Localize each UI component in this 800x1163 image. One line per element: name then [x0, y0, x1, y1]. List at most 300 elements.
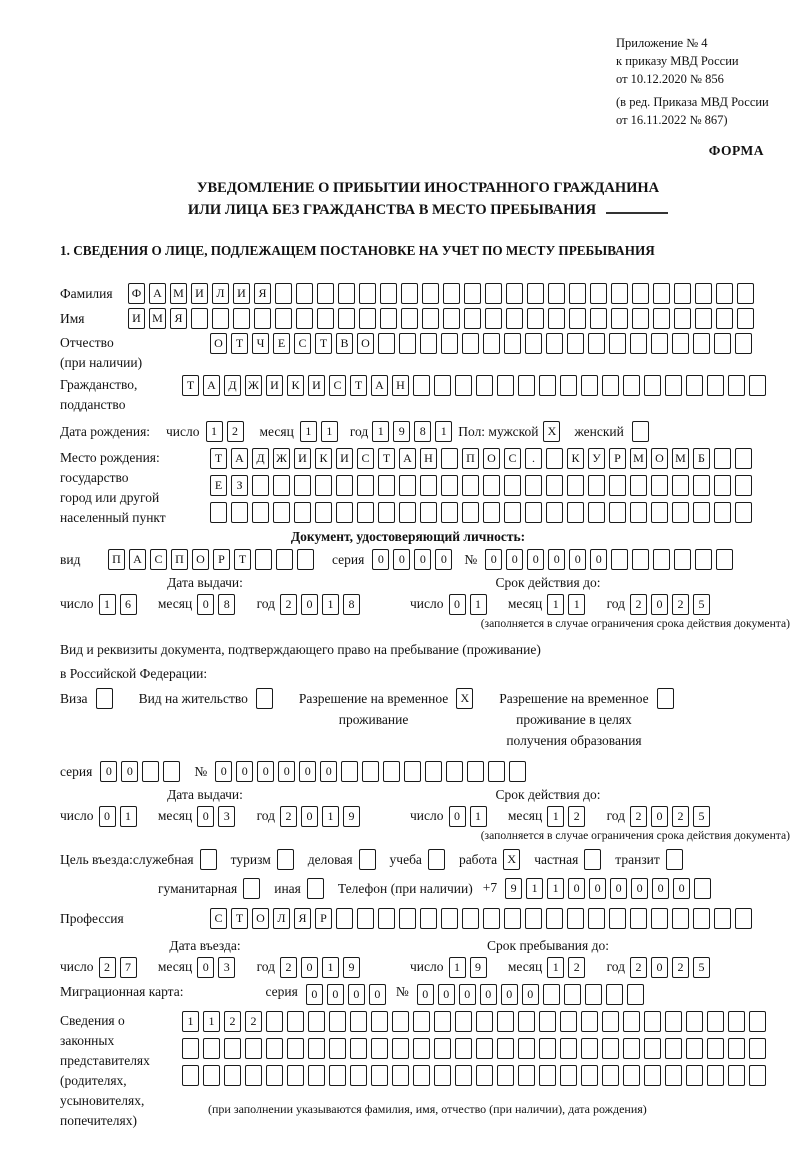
profession-row: [60, 908, 796, 929]
char-box: [275, 308, 292, 329]
char-box: .: [525, 448, 542, 469]
entry-day-cells: [99, 957, 141, 978]
char-box: [294, 502, 311, 523]
char-box: [728, 1038, 745, 1059]
residence-doc-options: [60, 688, 796, 751]
char-box: [455, 1065, 472, 1086]
char-box: 7: [120, 957, 137, 978]
char-box: 1: [206, 421, 223, 442]
char-box: [476, 375, 493, 396]
residence-doc-dates: [60, 786, 796, 827]
char-box: [567, 475, 584, 496]
char-box: 2: [99, 957, 116, 978]
char-box: [609, 475, 626, 496]
char-box: [651, 908, 668, 929]
char-box: [378, 475, 395, 496]
day-label: число: [166, 424, 200, 439]
char-box: И: [128, 308, 145, 329]
char-box: [672, 908, 689, 929]
migration-card-row: [60, 984, 796, 1005]
char-box: [714, 502, 731, 523]
char-box: [455, 1038, 472, 1059]
char-box: [602, 375, 619, 396]
char-box: [476, 1011, 493, 1032]
char-box: [588, 502, 605, 523]
char-box: [210, 502, 227, 523]
char-box: 1: [120, 806, 137, 827]
migration-number-cells: [417, 984, 648, 1005]
char-box: П: [171, 549, 188, 570]
char-box: 2: [630, 957, 647, 978]
char-box: 1: [470, 594, 487, 615]
char-box: [371, 1065, 388, 1086]
citizenship-row: [60, 375, 796, 415]
char-box: 1: [203, 1011, 220, 1032]
char-box: Т: [182, 375, 199, 396]
rvp-valid-month-cells: [547, 806, 589, 827]
char-box: [525, 908, 542, 929]
char-box: 1: [470, 806, 487, 827]
char-box: [182, 1065, 199, 1086]
char-box: 0: [100, 761, 117, 782]
char-box: [548, 308, 565, 329]
char-box: [399, 333, 416, 354]
patronymic-label: Отчество (при наличии): [60, 335, 143, 370]
legal-reps-row2: [182, 1038, 770, 1059]
issue-day-cells: [99, 594, 141, 615]
char-box: Т: [231, 908, 248, 929]
char-box: Л: [273, 908, 290, 929]
char-box: К: [287, 375, 304, 396]
char-box: [623, 375, 640, 396]
temp-residence-education-label: Разрешение на временное проживание в целях получения образования: [499, 691, 649, 748]
char-box: 1: [547, 594, 564, 615]
char-box: И: [308, 375, 325, 396]
given-name-label: Имя: [60, 311, 85, 326]
char-box: [224, 1038, 241, 1059]
char-box: [464, 308, 481, 329]
char-box: М: [630, 448, 647, 469]
char-box: [336, 502, 353, 523]
validity-limit-note: (заполняется в случае ограничения срока действия документа): [480, 617, 790, 630]
char-box: [695, 549, 712, 570]
char-box: [749, 1038, 766, 1059]
char-box: [287, 1038, 304, 1059]
char-box: [735, 908, 752, 929]
char-box: [644, 1011, 661, 1032]
char-box: [422, 308, 439, 329]
char-box: [653, 308, 670, 329]
char-box: [378, 333, 395, 354]
char-box: 0: [673, 878, 690, 899]
phone-cells: [505, 878, 715, 899]
residence-series-cells: [100, 761, 184, 782]
char-box: [539, 1065, 556, 1086]
patronymic-row: [60, 333, 796, 373]
char-box: [609, 502, 626, 523]
char-box: [392, 1065, 409, 1086]
char-box: [581, 1011, 598, 1032]
char-box: [357, 502, 374, 523]
char-box: Ч: [252, 333, 269, 354]
char-box: 1: [322, 806, 339, 827]
char-box: [462, 908, 479, 929]
char-box: [266, 1011, 283, 1032]
char-box: 0: [393, 549, 410, 570]
char-box: [611, 308, 628, 329]
month-label: месяц: [259, 424, 294, 439]
reference-line: Приложение № 4: [616, 36, 708, 50]
char-box: 8: [343, 594, 360, 615]
residence-doc-series-row: [60, 761, 796, 782]
char-box: [737, 283, 754, 304]
char-box: П: [108, 549, 125, 570]
char-box: [434, 1038, 451, 1059]
char-box: 5: [693, 594, 710, 615]
issue-year-cells: [280, 594, 364, 615]
char-box: [606, 984, 623, 1005]
char-box: 0: [485, 549, 502, 570]
char-box: [413, 1065, 430, 1086]
birth-date-row: [60, 421, 796, 442]
entry-month-cells: [197, 957, 239, 978]
year-label: год: [256, 595, 275, 611]
char-box: Ж: [273, 448, 290, 469]
char-box: [560, 1038, 577, 1059]
char-box: [297, 549, 314, 570]
char-box: [672, 333, 689, 354]
gender-female-checkbox: [632, 421, 649, 442]
entry-date-heading: Дата въезда:: [169, 938, 241, 953]
char-box: 1: [372, 421, 389, 442]
char-box: [674, 549, 691, 570]
number-label: №: [194, 764, 208, 779]
char-box: [338, 308, 355, 329]
char-box: Б: [693, 448, 710, 469]
char-box: 0: [121, 761, 138, 782]
char-box: [233, 308, 250, 329]
visit-purpose-label: Цель въезда:: [60, 852, 133, 867]
char-box: [632, 283, 649, 304]
char-box: А: [129, 549, 146, 570]
char-box: [399, 475, 416, 496]
char-box: [728, 1065, 745, 1086]
char-box: [630, 502, 647, 523]
char-box: [467, 761, 484, 782]
char-box: [163, 761, 180, 782]
visa-label: Виза: [60, 691, 88, 706]
char-box: 0: [197, 594, 214, 615]
validity-limit-note: (заполняется в случае ограничения срока действия документа): [480, 829, 790, 842]
form-title: [60, 177, 796, 221]
char-box: [420, 908, 437, 929]
char-box: [686, 1065, 703, 1086]
legal-reps-cells: [182, 1011, 770, 1117]
year-label: год: [606, 958, 625, 974]
birth-place-cells: [210, 448, 756, 529]
char-box: 3: [218, 957, 235, 978]
char-box: С: [357, 448, 374, 469]
char-box: [674, 283, 691, 304]
char-box: [362, 761, 379, 782]
char-box: [497, 375, 514, 396]
char-box: И: [266, 375, 283, 396]
phone-field: [483, 878, 715, 899]
char-box: [630, 475, 647, 496]
char-box: [483, 908, 500, 929]
char-box: 0: [306, 984, 323, 1005]
char-box: 2: [568, 957, 585, 978]
number-label: №: [395, 984, 409, 999]
char-box: [672, 475, 689, 496]
char-box: [425, 761, 442, 782]
year-label: год: [606, 807, 625, 823]
char-box: [255, 549, 272, 570]
char-box: 0: [278, 761, 295, 782]
char-box: 0: [438, 984, 455, 1005]
visa-checkbox: [96, 688, 113, 709]
char-box: [399, 908, 416, 929]
char-box: 6: [120, 594, 137, 615]
char-box: [686, 1011, 703, 1032]
option-label: иная: [274, 881, 301, 896]
char-box: [749, 1065, 766, 1086]
surname-cells: [128, 283, 758, 304]
char-box: [518, 1011, 535, 1032]
surname-label: Фамилия: [60, 286, 113, 301]
amendment-line: (в ред. Приказа МВД России: [616, 95, 769, 109]
char-box: [287, 1011, 304, 1032]
char-box: 0: [197, 957, 214, 978]
char-box: К: [315, 448, 332, 469]
char-box: Ф: [128, 283, 145, 304]
char-box: М: [170, 283, 187, 304]
char-box: [644, 1065, 661, 1086]
char-box: [422, 283, 439, 304]
char-box: [672, 502, 689, 523]
char-box: 2: [630, 806, 647, 827]
char-box: 9: [343, 957, 360, 978]
char-box: 8: [218, 594, 235, 615]
char-box: [693, 475, 710, 496]
char-box: [749, 1011, 766, 1032]
char-box: 0: [449, 806, 466, 827]
char-box: [632, 308, 649, 329]
char-box: [546, 333, 563, 354]
char-box: [434, 1065, 451, 1086]
year-label: год: [606, 595, 625, 611]
residence-permit-checkbox: [256, 688, 273, 709]
month-label: месяц: [507, 958, 543, 974]
char-box: 1: [547, 806, 564, 827]
char-box: [308, 1038, 325, 1059]
char-box: [380, 308, 397, 329]
char-box: [567, 502, 584, 523]
gender-male-label: Пол: мужской: [458, 424, 539, 439]
char-box: [441, 448, 458, 469]
char-box: 0: [348, 984, 365, 1005]
option-checkbox: [277, 849, 294, 870]
char-box: 0: [651, 806, 668, 827]
char-box: 0: [501, 984, 518, 1005]
char-box: [651, 475, 668, 496]
form-title-line2: ИЛИ ЛИЦА БЕЗ ГРАЖДАНСТВА В МЕСТО ПРЕБЫВАНИЯ: [60, 199, 796, 221]
char-box: [518, 1065, 535, 1086]
char-box: [749, 375, 766, 396]
char-box: [735, 448, 752, 469]
forma-label: ФОРМА: [708, 143, 764, 158]
char-box: [392, 1038, 409, 1059]
char-box: И: [191, 283, 208, 304]
char-box: [294, 475, 311, 496]
char-box: [590, 283, 607, 304]
visit-purpose-options2: [158, 878, 324, 900]
char-box: [707, 375, 724, 396]
number-label: №: [464, 552, 478, 567]
char-box: [399, 502, 416, 523]
char-box: [371, 1011, 388, 1032]
char-box: 2: [672, 957, 689, 978]
char-box: [401, 308, 418, 329]
char-box: [329, 1065, 346, 1086]
char-box: [401, 283, 418, 304]
char-box: [623, 1038, 640, 1059]
phone-prefix: +7: [482, 879, 498, 895]
char-box: О: [252, 908, 269, 929]
char-box: [653, 549, 670, 570]
series-label: серия: [265, 984, 298, 999]
char-box: Е: [210, 475, 227, 496]
valid-year-cells: [630, 594, 714, 615]
char-box: 3: [218, 806, 235, 827]
char-box: [483, 333, 500, 354]
char-box: [329, 1011, 346, 1032]
option-label: частная: [534, 852, 579, 867]
char-box: [504, 333, 521, 354]
char-box: Л: [212, 283, 229, 304]
char-box: [693, 502, 710, 523]
char-box: В: [336, 333, 353, 354]
char-box: [509, 761, 526, 782]
char-box: 0: [506, 549, 523, 570]
day-label: число: [410, 958, 444, 974]
char-box: [665, 1038, 682, 1059]
char-box: [413, 1011, 430, 1032]
char-box: [462, 475, 479, 496]
char-box: С: [294, 333, 311, 354]
char-box: [203, 1038, 220, 1059]
char-box: Т: [231, 333, 248, 354]
char-box: Е: [273, 333, 290, 354]
char-box: [518, 1038, 535, 1059]
option-label: деловая: [307, 852, 353, 867]
char-box: [329, 1038, 346, 1059]
char-box: [686, 1038, 703, 1059]
surname-row: [60, 283, 796, 304]
char-box: Р: [609, 448, 626, 469]
char-box: [266, 1065, 283, 1086]
char-box: [527, 308, 544, 329]
char-box: [287, 1065, 304, 1086]
valid-day-cells: [449, 594, 491, 615]
temp-residence-label: Разрешение на временное проживание: [298, 691, 449, 727]
char-box: 9: [470, 957, 487, 978]
birth-place-block: [60, 448, 796, 529]
char-box: Т: [378, 448, 395, 469]
char-box: Д: [224, 375, 241, 396]
option-checkbox: [428, 849, 445, 870]
char-box: [420, 502, 437, 523]
char-box: [404, 761, 421, 782]
year-label: год: [256, 807, 275, 823]
option-checkbox: X: [503, 849, 520, 870]
char-box: 2: [245, 1011, 262, 1032]
profession-label: Профессия: [60, 911, 124, 926]
char-box: [695, 308, 712, 329]
visit-purpose-row: [60, 849, 796, 871]
char-box: [581, 1065, 598, 1086]
char-box: 5: [693, 806, 710, 827]
char-box: [357, 908, 374, 929]
char-box: [735, 333, 752, 354]
char-box: П: [462, 448, 479, 469]
char-box: [371, 1038, 388, 1059]
char-box: О: [357, 333, 374, 354]
temp-residence-checkbox: X: [456, 688, 473, 709]
char-box: [665, 375, 682, 396]
identity-doc-row: [60, 549, 796, 570]
char-box: [567, 333, 584, 354]
char-box: Н: [420, 448, 437, 469]
char-box: 2: [630, 594, 647, 615]
char-box: [483, 475, 500, 496]
month-label: месяц: [157, 595, 193, 611]
char-box: 1: [322, 594, 339, 615]
rvp-valid-day-cells: [449, 806, 491, 827]
char-box: [564, 984, 581, 1005]
char-box: 0: [301, 957, 318, 978]
reference-line: от 10.12.2020 № 856: [616, 72, 724, 86]
year-label: год: [349, 424, 369, 439]
char-box: [525, 475, 542, 496]
char-box: О: [651, 448, 668, 469]
option-label: работа: [458, 852, 498, 867]
char-box: 2: [280, 594, 297, 615]
char-box: [716, 283, 733, 304]
entry-dates: [60, 937, 796, 978]
char-box: [735, 502, 752, 523]
char-box: [560, 1065, 577, 1086]
char-box: [686, 375, 703, 396]
visit-purpose-row2: [60, 878, 796, 900]
char-box: [694, 878, 711, 899]
char-box: 2: [280, 806, 297, 827]
char-box: [735, 475, 752, 496]
legal-reps-row1: [182, 1011, 770, 1032]
char-box: [737, 308, 754, 329]
char-box: [336, 475, 353, 496]
char-box: [476, 1065, 493, 1086]
char-box: 2: [224, 1011, 241, 1032]
profession-cells: [210, 908, 756, 929]
char-box: 0: [257, 761, 274, 782]
patronymic-cells: [210, 333, 756, 354]
doc-number-cells: [485, 549, 737, 570]
char-box: [341, 761, 358, 782]
char-box: 1: [568, 594, 585, 615]
year-label: год: [256, 958, 275, 974]
char-box: 1: [300, 421, 317, 442]
